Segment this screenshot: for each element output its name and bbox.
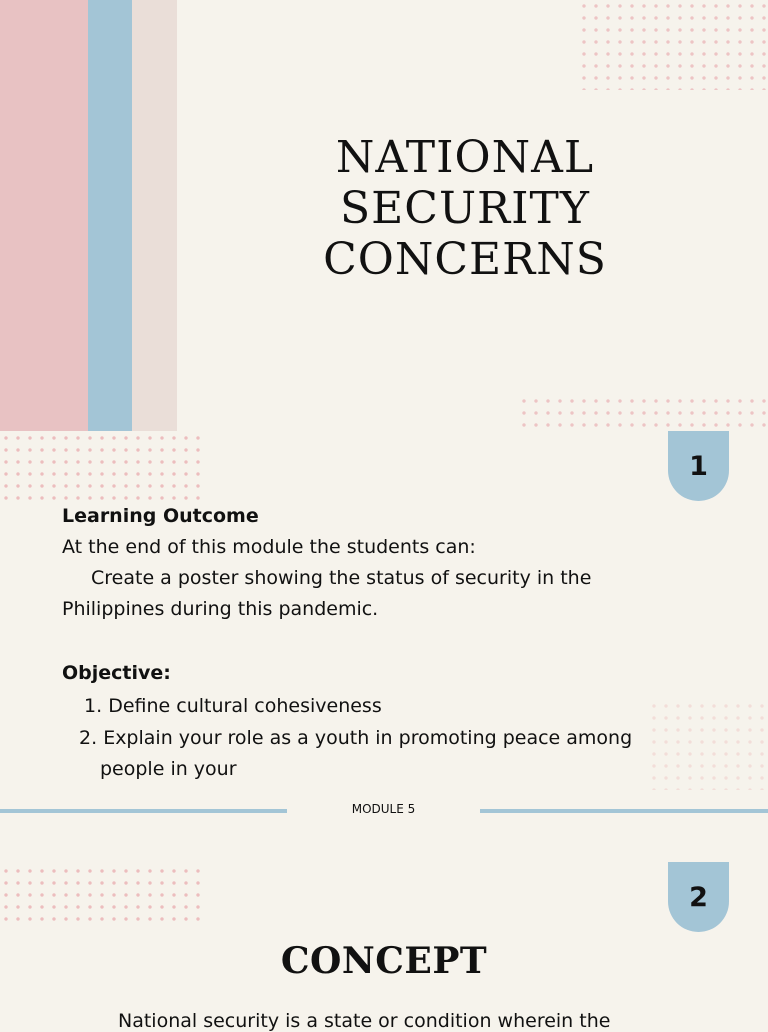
- objective-text: Define cultural cohesiveness: [108, 695, 382, 717]
- page-title: [290, 132, 640, 285]
- page-number-badge: [668, 431, 729, 501]
- decor-stripe-blue: [88, 0, 132, 431]
- title-line: CONCERNS: [323, 234, 607, 285]
- objective-number: 2.: [79, 727, 98, 749]
- footer-rule-left: [0, 809, 287, 813]
- learning-outcome-text: Philippines during this pandemic.: [62, 598, 379, 620]
- concept-text: National security is a state or condition wherein the: [118, 1010, 611, 1032]
- title-line: NATIONAL: [335, 132, 595, 183]
- concept-heading: CONCEPT: [280, 940, 488, 982]
- learning-outcome-heading: Learning Outcome: [62, 505, 259, 527]
- learning-outcome-intro: At the end of this module the students can:: [62, 536, 476, 558]
- decor-dots-top-right: [578, 0, 768, 90]
- decor-dots-lower-right: [648, 700, 768, 790]
- objective-text-continued: people in your: [100, 758, 237, 780]
- footer-label: MODULE 5: [351, 802, 416, 816]
- decor-dots-bottom-left: [0, 865, 200, 925]
- decor-stripe-pink: [0, 0, 88, 431]
- learning-outcome-text: Create a poster showing the status of security in the: [91, 567, 592, 589]
- page-number: 1: [689, 450, 708, 482]
- decor-dots-mid-right: [518, 395, 768, 435]
- objective-item: [84, 695, 382, 717]
- decor-dots-mid-left: [0, 432, 200, 504]
- page-number: 2: [689, 881, 708, 913]
- objective-heading: Objective:: [62, 662, 171, 684]
- objective-number: 1.: [84, 695, 103, 717]
- title-line: SECURITY: [340, 183, 590, 234]
- footer-rule-right: [480, 809, 768, 813]
- objective-item: [79, 727, 632, 749]
- objective-text: Explain your role as a youth in promoting peace among: [103, 727, 633, 749]
- decor-stripe-beige: [132, 0, 177, 431]
- page-number-badge: [668, 862, 729, 932]
